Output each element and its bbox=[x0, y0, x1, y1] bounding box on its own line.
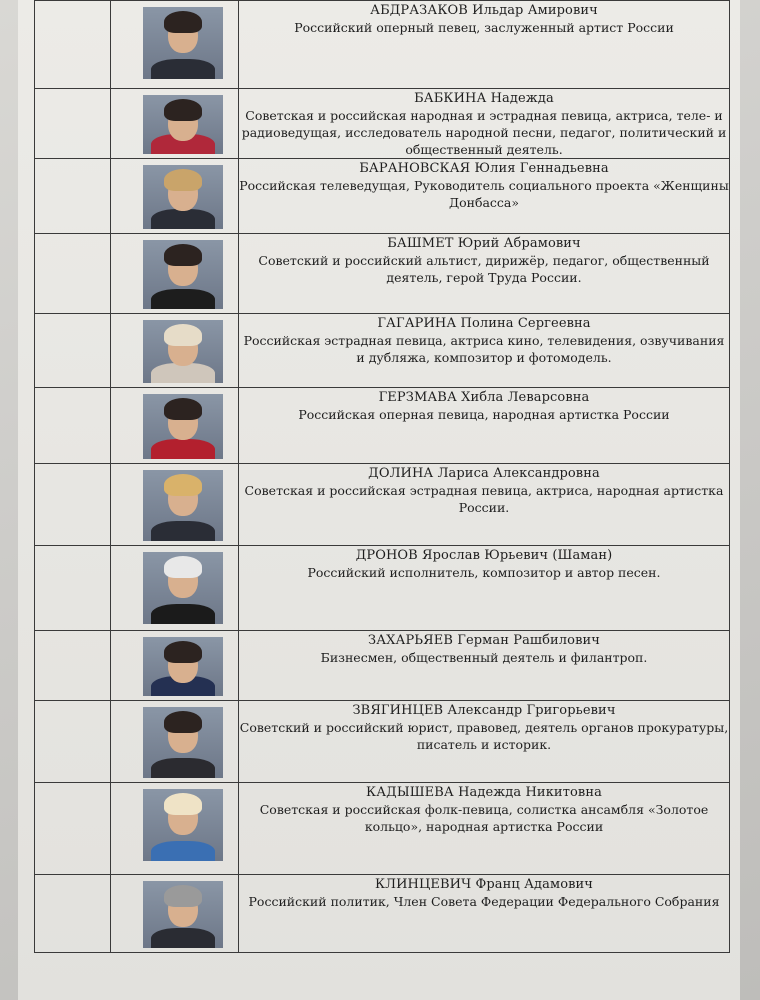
candidate-info bbox=[239, 388, 730, 464]
candidate-desc: Советский и российский юрист, правовед, деятель органов прокуратуры, писатель и историк. bbox=[239, 720, 729, 752]
candidate-desc: Советская и российская народная и эстрадная певица, актриса, теле- и радиоведущая, исследователь народной песни, педагог, политический и общественный деятель. bbox=[241, 108, 727, 157]
candidate-info bbox=[239, 546, 730, 631]
candidate-name: ГАГАРИНА Полина Сергеевна bbox=[377, 316, 591, 331]
candidate-info bbox=[239, 464, 730, 546]
candidate-desc: Российская телеведущая, Руководитель социального проекта «Женщины Донбасса» bbox=[239, 178, 729, 210]
candidate-name: ЗАХАРЬЯЕВ Герман Рашбилович bbox=[368, 633, 600, 648]
photo-cell bbox=[111, 546, 239, 631]
table-row bbox=[35, 464, 730, 546]
checkbox-cell[interactable] bbox=[35, 783, 111, 875]
photo-cell bbox=[111, 388, 239, 464]
candidate-photo bbox=[143, 470, 223, 541]
candidate-desc: Российская оперная певица, народная артистка России bbox=[298, 407, 670, 422]
candidate-name: КАДЫШЕВА Надежда Никитовна bbox=[366, 785, 602, 800]
table-row bbox=[35, 89, 730, 159]
photo-cell bbox=[111, 234, 239, 314]
candidate-info bbox=[239, 1, 730, 89]
candidate-table bbox=[34, 0, 730, 953]
photo-cell bbox=[111, 631, 239, 701]
candidate-info bbox=[239, 783, 730, 875]
table-row bbox=[35, 159, 730, 234]
candidate-desc: Бизнесмен, общественный деятель и филантроп. bbox=[320, 650, 648, 665]
candidate-info bbox=[239, 89, 730, 159]
candidate-desc: Российский политик, Член Совета Федерации Федерального Собрания bbox=[248, 894, 720, 909]
table-row bbox=[35, 783, 730, 875]
candidate-name: ЗВЯГИНЦЕВ Александр Григорьевич bbox=[352, 703, 616, 718]
candidate-photo bbox=[143, 394, 223, 459]
checkbox-cell[interactable] bbox=[35, 234, 111, 314]
candidate-info bbox=[239, 631, 730, 701]
table-row bbox=[35, 546, 730, 631]
checkbox-cell[interactable] bbox=[35, 875, 111, 953]
candidate-photo bbox=[143, 881, 223, 948]
checkbox-cell[interactable] bbox=[35, 159, 111, 234]
candidate-name: ГЕРЗМАВА Хибла Леварсовна bbox=[378, 390, 590, 405]
photo-cell bbox=[111, 875, 239, 953]
candidate-name: АБДРАЗАКОВ Ильдар Амирович bbox=[370, 3, 598, 18]
checkbox-cell[interactable] bbox=[35, 388, 111, 464]
photo-cell bbox=[111, 1, 239, 89]
candidate-photo bbox=[143, 240, 223, 309]
photo-cell bbox=[111, 783, 239, 875]
candidate-info bbox=[239, 314, 730, 388]
photo-cell bbox=[111, 159, 239, 234]
candidate-desc: Российский исполнитель, композитор и автор песен. bbox=[307, 565, 661, 580]
table-row bbox=[35, 388, 730, 464]
candidate-name: БАШМЕТ Юрий Абрамович bbox=[387, 236, 581, 251]
candidate-info bbox=[239, 701, 730, 783]
checkbox-cell[interactable] bbox=[35, 631, 111, 701]
table-row bbox=[35, 234, 730, 314]
candidate-info bbox=[239, 159, 730, 234]
candidate-desc: Советский и российский альтист, дирижёр, педагог, общественный деятель, герой Труда России. bbox=[258, 253, 710, 285]
candidate-name: БАРАНОВСКАЯ Юлия Геннадьевна bbox=[359, 161, 609, 176]
candidate-photo bbox=[143, 707, 223, 778]
candidate-photo bbox=[143, 165, 223, 229]
table-row bbox=[35, 314, 730, 388]
checkbox-cell[interactable] bbox=[35, 546, 111, 631]
candidate-photo bbox=[143, 552, 223, 624]
photo-cell bbox=[111, 464, 239, 546]
candidate-photo bbox=[143, 789, 223, 861]
candidate-photo bbox=[143, 95, 223, 154]
candidate-name: ДОЛИНА Лариса Александровна bbox=[368, 466, 600, 481]
candidate-desc: Советская и российская эстрадная певица, актриса, народная артистка России. bbox=[244, 483, 724, 515]
candidate-photo bbox=[143, 320, 223, 383]
photo-cell bbox=[111, 314, 239, 388]
candidate-name: ДРОНОВ Ярослав Юрьевич (Шаман) bbox=[355, 548, 613, 563]
candidate-desc: Российская эстрадная певица, актриса кино, телевидения, озвучивания и дубляжа, композитор и фотомодель. bbox=[243, 333, 725, 365]
candidate-photo bbox=[143, 637, 223, 696]
checkbox-cell[interactable] bbox=[35, 314, 111, 388]
photo-cell bbox=[111, 701, 239, 783]
candidate-name: БАБКИНА Надежда bbox=[414, 91, 554, 106]
table-row bbox=[35, 1, 730, 89]
table-row bbox=[35, 701, 730, 783]
table-row bbox=[35, 875, 730, 953]
checkbox-cell[interactable] bbox=[35, 1, 111, 89]
checkbox-cell[interactable] bbox=[35, 89, 111, 159]
candidate-info bbox=[239, 234, 730, 314]
photo-cell bbox=[111, 89, 239, 159]
candidate-desc: Российский оперный певец, заслуженный артист России bbox=[294, 20, 674, 35]
checkbox-cell[interactable] bbox=[35, 464, 111, 546]
candidate-desc: Советская и российская фолк-певица, солистка ансамбля «Золотое кольцо», народная артистка России bbox=[259, 802, 709, 834]
checkbox-cell[interactable] bbox=[35, 701, 111, 783]
candidate-photo bbox=[143, 7, 223, 79]
candidate-info bbox=[239, 875, 730, 953]
table-row bbox=[35, 631, 730, 701]
candidate-name: КЛИНЦЕВИЧ Франц Адамович bbox=[374, 877, 594, 892]
